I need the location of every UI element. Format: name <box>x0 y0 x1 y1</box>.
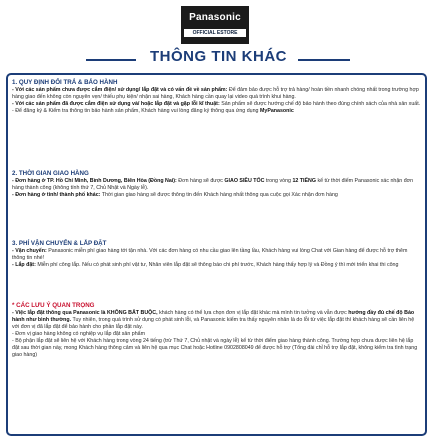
section-heading: * CÁC LƯU Ý QUAN TRỌNG <box>12 302 95 309</box>
section-delivery-time <box>12 170 422 199</box>
section-paragraph: - Bộ phận lắp đặt sẽ liên hệ với Khách hàng trong vòng 24 tiếng (trừ Thứ 7, Chủ nhật và ngày lễ) kể từ thời điểm giao hàng thành công. Trường hợp chưa được liên hệ lắp đặt sau thời gian này, mong Khách hàng thông cảm và liên hệ qua mục Chat hoặc Hotline 0902808049 để được hỗ trợ (Tổng đài chỉ hỗ trợ lắp đặt, không kiểm tra tình trạng giao hàng) <box>12 338 418 358</box>
page-title-bar <box>0 48 437 70</box>
section-return-warranty <box>12 79 422 115</box>
section-heading: 1. QUY ĐỊNH ĐỔI TRẢ & BẢO HÀNH <box>12 79 118 86</box>
page-title: THÔNG TIN KHÁC <box>150 48 287 65</box>
section-paragraph: - Đơn hàng ở tỉnh/ thành phố khác: Thời gian giao hàng sẽ được thông tin đến Khách hàng nhất thông qua cuộc gọi Xác nhận đơn hàng <box>12 192 338 198</box>
section-paragraph: - Với các sản phẩm chưa được cắm điện/ sử dụng/ lắp đặt và có vấn đề về sản phẩm: Để đảm bảo được hỗ trợ trả hàng/ hoàn tiền nhanh chóng nhất trong trường hợp hàng giao đến không còn nguyên vẹn/ thiếu phụ kiện/ nhận sai hàng, Khách hàng cần quay lại video quá trình khui hàng. <box>12 87 419 100</box>
section-paragraph: - Đơn hàng ở TP. Hồ Chí Minh, Bình Dương, Biên Hòa (Đồng Nai): Đơn hàng sẽ được GIAO SIÊU TỐC trong vòng 12 TIẾNG kể từ thời điểm Panasonic xác nhận đơn hàng thành công (không tính thứ 7, Chủ Nhật và Ngày lễ). <box>12 178 414 191</box>
brand-store-label: OFFICIAL ESTORE <box>184 29 246 37</box>
section-paragraph: - Vận chuyển: Panasonic miễn phí giao hàng tới tận nhà. Với các đơn hàng có nhu cầu giao lên tầng lầu, Khách hàng vui lòng Chat với Gian hàng để được hỗ trợ thêm thông tin nhé! <box>12 248 408 261</box>
section-heading: 2. THỜI GIAN GIAO HÀNG <box>12 170 89 177</box>
panasonic-logo <box>181 6 249 44</box>
section-paragraph: - Đơn vị giao hàng không có nghiệp vụ lắp đặt sản phẩm <box>12 331 146 337</box>
section-important-notes <box>12 302 422 359</box>
section-paragraph: - Với các sản phẩm đã được cắm điện sử dụng và/ hoặc lắp đặt và gặp lỗi kĩ thuật: Sản phẩm sẽ được hướng chế độ bảo hành theo đúng chính sách của nhà sản xuất. <box>12 101 421 107</box>
brand-name: Panasonic <box>189 12 241 23</box>
section-paragraph: - Việc lắp đặt thông qua Panasonic là KHÔNG BẮT BUỘC, khách hàng có thể lựa chọn đơn vị lắp đặt khác mà mình tin tưởng và vẫn được hưởng đầy đủ chế độ Bảo hành như bình thường. Tuy nhiên, trong quá trình sử dụng có phát sinh lỗi, và Panasonic kiểm tra thấy nguyên nhân là do lỗi từ việc lắp đặt thì khách hàng sẽ cần liên hệ với đơn vị đã lắp đặt để bảo hành cho phần lắp đặt này. <box>12 310 415 330</box>
title-divider-right <box>298 59 350 61</box>
section-paragraph: - Để đăng ký & Kiểm tra thông tin bảo hành sản phẩm, Khách hàng vui lòng đăng ký thông qua ứng dụng MyPanasonic <box>12 108 294 114</box>
section-paragraph: - Lắp đặt: Miễn phí công lắp. Nếu có phát sinh phí vật tư, Nhân viên lắp đặt sẽ thông báo chi phí trước, Khách hàng thấy hợp lý và Đồng ý thì mới triển khai thi công <box>12 262 399 268</box>
section-heading: 3. PHÍ VẬN CHUYỂN & LẮP ĐẶT <box>12 240 107 247</box>
section-shipping-installation <box>12 240 422 269</box>
